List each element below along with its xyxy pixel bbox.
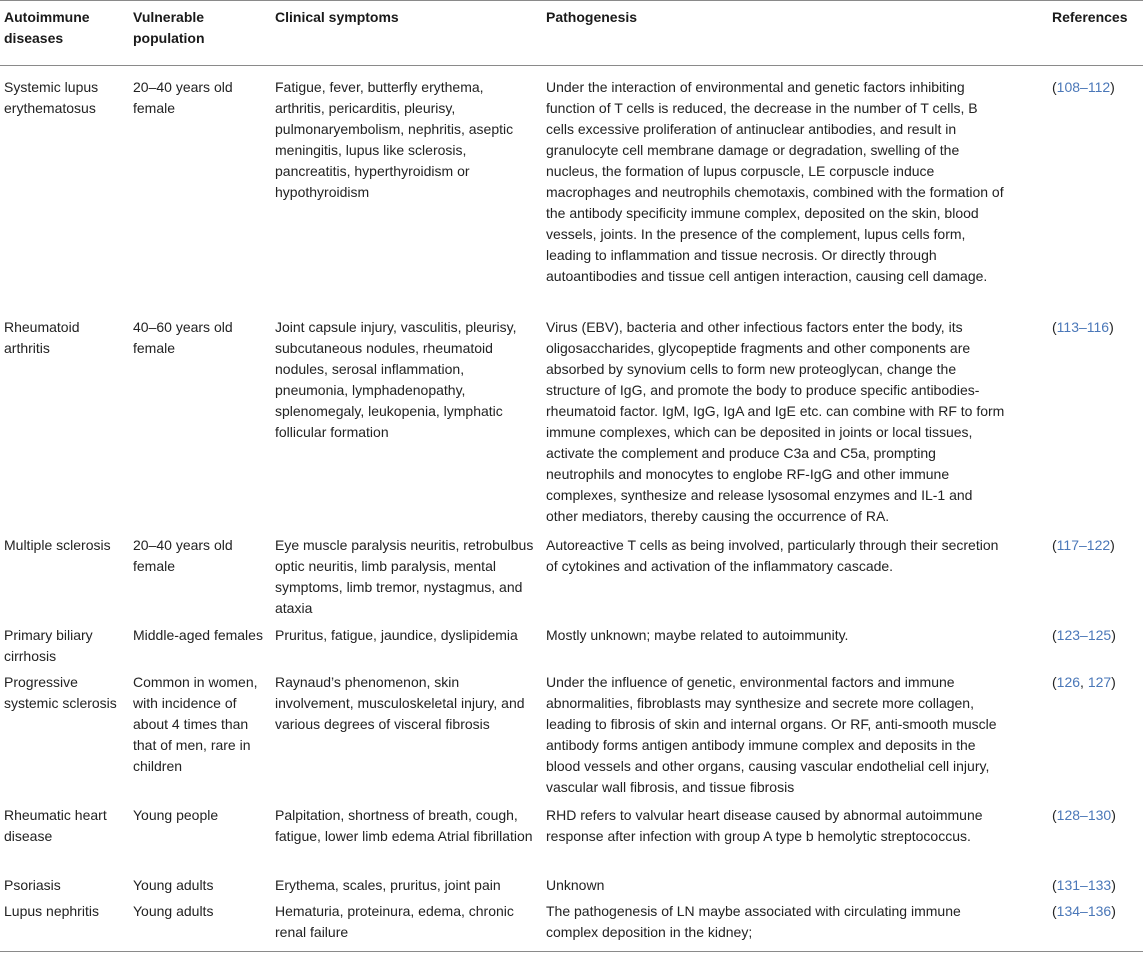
ref-paren: ) [1111,627,1116,643]
population-cell: Middle-aged females [133,627,263,643]
ref-paren: ( [1052,537,1057,553]
table-bottom-rule [0,951,1143,952]
disease-cell: Progressive systemic sclerosis [4,674,117,711]
population-cell: Young people [133,807,219,823]
ref-paren: ) [1111,877,1116,893]
references-cell [1052,317,1140,338]
population-cell: Common in women, with incidence of about 4 times than that of men, rare in children [133,674,258,774]
header-bottom-rule [0,65,1143,66]
reference-link[interactable]: 127 [1087,674,1112,690]
references-cell [1052,535,1140,556]
reference-link[interactable]: 126 [1056,674,1081,690]
pathogenesis-cell: Mostly unknown; maybe related to autoimmunity. [546,627,849,643]
ref-paren: ( [1052,79,1057,95]
symptoms-cell: Raynaud’s phenomenon, skin involvement, musculoskeletal injury, and various degrees of visceral fibrosis [275,674,525,732]
reference-link[interactable]: 134–136 [1056,903,1112,919]
reference-link[interactable]: 113–116 [1056,319,1110,335]
population-cell: 40–60 years old female [133,319,233,356]
population-cell: Young adults [133,903,214,919]
symptoms-cell: Fatigue, fever, butterfly erythema, arthritis, pericarditis, pleurisy, pulmonaryembolism, nephritis, aseptic meningitis, lupus like sclerosis, pancreatitis, hyperthyroidism or hypothyroidism [275,79,514,200]
header-references: References [1052,9,1128,25]
references-cell [1052,875,1140,896]
ref-paren: ) [1110,537,1115,553]
symptoms-cell: Joint capsule injury, vasculitis, pleurisy, subcutaneous nodules, rheumatoid nodules, serosal inflammation, pneumonia, lymphadenopathy, splenomegaly, leukopenia, lymphatic follicular formation [275,319,517,440]
header-population: Vulnerable population [133,9,205,46]
references-cell [1052,672,1140,693]
references-cell [1052,625,1140,646]
ref-separator: , [1080,674,1088,690]
disease-cell: Systemic lupus erythematosus [4,79,99,116]
ref-paren: ) [1111,674,1116,690]
population-cell: Young adults [133,877,214,893]
ref-paren: ( [1052,903,1057,919]
pathogenesis-cell: Virus (EBV), bacteria and other infectious factors enter the body, its oligosaccharides, glycopeptide fragments and other components are absorbed by synovium cells to form new proteoglycan, change the structure of IgG, and promote the body to produce specific antibodies-rheumatoid factor. IgM, IgG, IgA and IgE etc. can combine with RF to form immune complexes, which can be deposited in joints or local tissues, activate the complement and produce C3a and C5a, prompting neutrophils and monocytes to englobe RF-IgG and other immune complexes, synthesize and release lysosomal enzymes and IL-1 and other mediators, thereby causing the occurrence of RA. [546,319,1005,524]
ref-paren: ( [1052,674,1057,690]
disease-cell: Primary biliary cirrhosis [4,627,93,664]
reference-link[interactable]: 108–112 [1056,79,1111,95]
ref-paren: ) [1109,319,1114,335]
ref-paren: ( [1052,319,1057,335]
header-pathogenesis: Pathogenesis [546,9,638,25]
ref-paren: ) [1111,903,1116,919]
header-diseases: Autoimmune diseases [4,9,90,46]
references-cell [1052,805,1140,826]
reference-link[interactable]: 123–125 [1056,627,1112,643]
disease-cell: Rheumatic heart disease [4,807,107,844]
symptoms-cell: Eye muscle paralysis neuritis, retrobulbus optic neuritis, limb paralysis, mental symptoms, limb tremor, nystagmus, and ataxia [275,537,534,616]
symptoms-cell: Erythema, scales, pruritus, joint pain [275,877,501,893]
reference-link[interactable]: 131–133 [1056,877,1112,893]
reference-link[interactable]: 117–122 [1056,537,1111,553]
pathogenesis-cell: Unknown [546,877,605,893]
table-header [0,7,1143,63]
pathogenesis-cell: The pathogenesis of LN maybe associated with circulating immune complex deposition in the kidney; [546,903,961,940]
references-cell [1052,901,1140,922]
pathogenesis-cell: Autoreactive T cells as being involved, particularly through their secretion of cytokines and activation of the inflammatory cascade. [546,537,999,574]
population-cell: 20–40 years old female [133,537,233,574]
header-symptoms: Clinical symptoms [275,9,399,25]
ref-paren: ( [1052,807,1057,823]
pathogenesis-cell: RHD refers to valvular heart disease caused by abnormal autoimmune response after infection with group A type b hemolytic streptococcus. [546,807,983,844]
disease-cell: Lupus nephritis [4,903,99,919]
population-cell: 20–40 years old female [133,79,233,116]
disease-cell: Rheumatoid arthritis [4,319,80,356]
reference-link[interactable]: 128–130 [1056,807,1112,823]
disease-cell: Psoriasis [4,877,61,893]
symptoms-cell: Hematuria, proteinura, edema, chronic renal failure [275,903,514,940]
ref-paren: ) [1111,807,1116,823]
ref-paren: ( [1052,627,1057,643]
disease-cell: Multiple sclerosis [4,537,111,553]
symptoms-cell: Pruritus, fatigue, jaundice, dyslipidemia [275,627,518,643]
symptoms-cell: Palpitation, shortness of breath, cough, fatigue, lower limb edema Atrial fibrillation [275,807,533,844]
ref-paren: ) [1110,79,1115,95]
references-cell [1052,77,1140,98]
pathogenesis-cell: Under the influence of genetic, environmental factors and immune abnormalities, fibroblasts may synthesize and secrete more collagen, leading to fibrosis of skin and internal organs. Or RF, anti-smooth muscle antibody forms antigen antibody immune complex and deposits in the blood vessels and other organs, causing vascular endothelial cell injury, vascular wall fibrosis, and tissue fibrosis [546,674,997,795]
pathogenesis-cell: Under the interaction of environmental and genetic factors inhibiting function of T cells is reduced, the decrease in the number of T cells, B cells excessive proliferation of antinuclear antibodies, and result in granulocyte cell membrane damage or degradation, swelling of the nucleus, the formation of lupus corpuscle, LE corpuscle induce macrophages and neutrophils chemotaxis, combined with the formation of the antibody specificity immune complex, deposited on the skin, blood vessels, joints. In the presence of the complement, lupus cells form, leading to inflammation and tissue necrosis. Or directly through autoantibodies and tissue cell antigen interaction, causing cell damage. [546,79,1004,284]
ref-paren: ( [1052,877,1057,893]
table-top-rule [0,0,1143,1]
